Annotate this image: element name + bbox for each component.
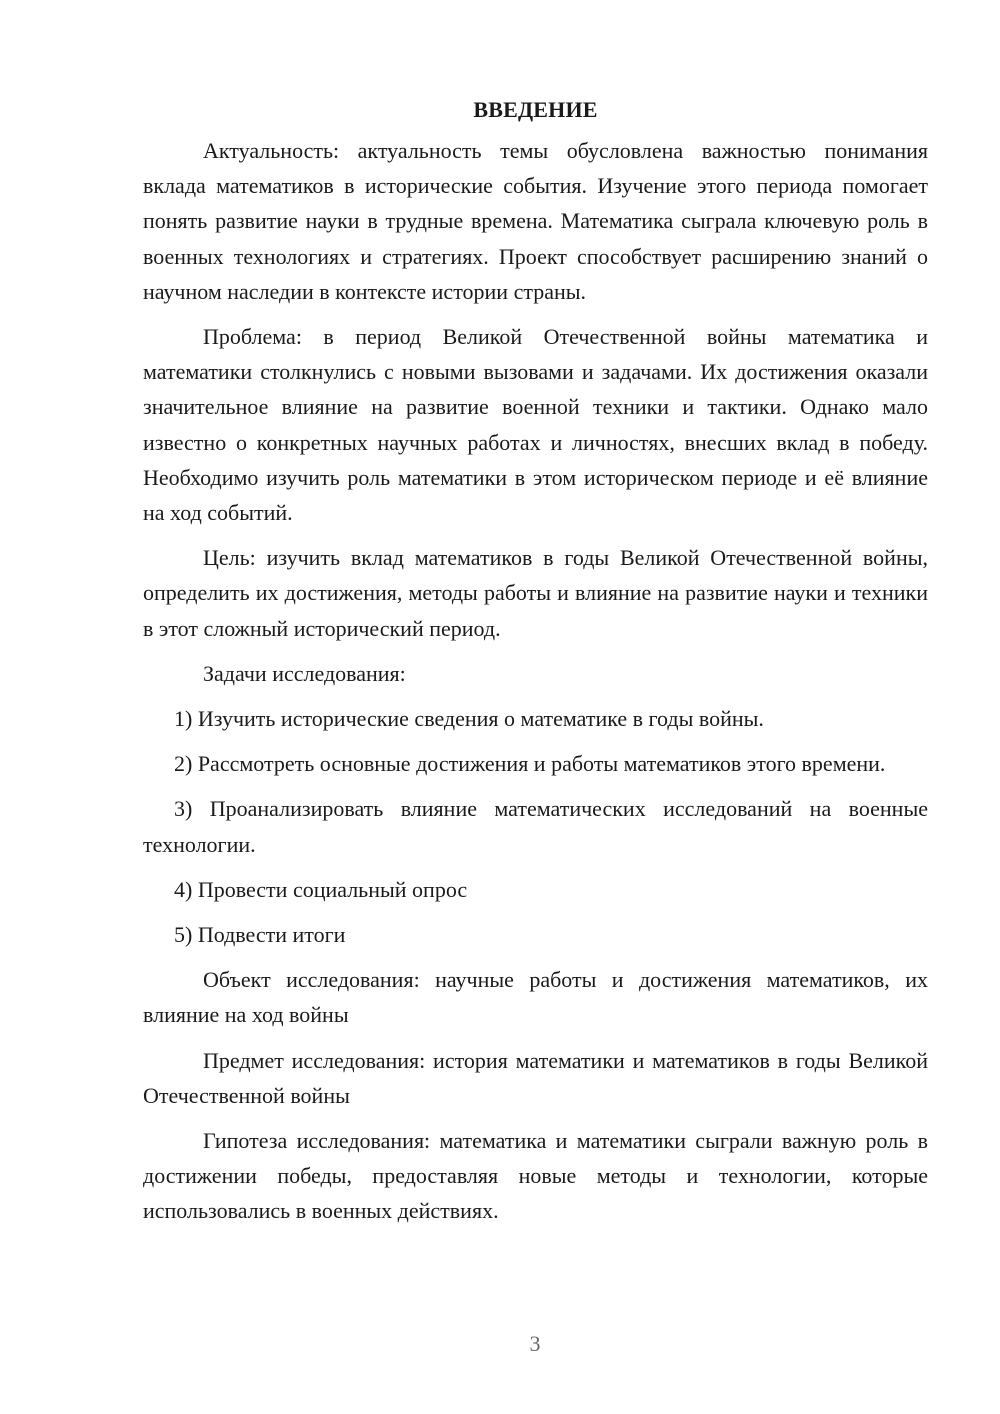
page-title: ВВЕДЕНИЕ xyxy=(473,97,598,122)
problem-paragraph: Проблема: в период Великой Отечественной войны математика и математики столкнулись с новыми вызовами и задачами. Их достижения оказали значительное влияние на развитие военной техники и тактики. Однако мало известно о конкретных научных работах и личностях, внесших вклад в победу. Необходимо изучить роль математики в этом историческом периоде и её влияние на ход событий. xyxy=(143,324,928,526)
tasks-heading: Задачи исследования: xyxy=(203,660,406,686)
page-number: 3 xyxy=(529,1331,541,1356)
object-paragraph: Объект исследования: научные работы и достижения математиков, их влияние на ход войны xyxy=(143,967,928,1028)
goal-paragraph: Цель: изучить вклад математиков в годы Великой Отечественной войны, определить их достижения, методы работы и влияние на развитие науки и техники в этот сложный исторический период. xyxy=(143,545,928,641)
task-item: 2) Рассмотреть основные достижения и работы математиков этого времени. xyxy=(174,751,886,777)
hypothesis-paragraph: Гипотеза исследования: математика и математики сыграли важную роль в достижении победы, предоставляя новые методы и технологии, которые использовались в военных действиях. xyxy=(143,1128,928,1224)
document-page xyxy=(143,92,928,1239)
relevance-paragraph: Актуальность: актуальность темы обусловлена важностью понимания вклада математиков в исторические события. Изучение этого периода помогает понять развитие науки в трудные времена. Математика сыграла ключевую роль в военных технологиях и стратегиях. Проект способствует расширению знаний о научном наследии в контексте истории страны. xyxy=(143,138,928,304)
task-item: 3) Проанализировать влияние математических исследований на военные технологии. xyxy=(143,796,928,857)
task-item: 4) Провести социальный опрос xyxy=(174,876,468,902)
subject-paragraph: Предмет исследования: история математики и математиков в годы Великой Отечественной войны xyxy=(143,1047,928,1108)
task-item: 1) Изучить исторические сведения о математике в годы войны. xyxy=(174,706,764,732)
task-item: 5) Подвести итоги xyxy=(174,922,346,948)
